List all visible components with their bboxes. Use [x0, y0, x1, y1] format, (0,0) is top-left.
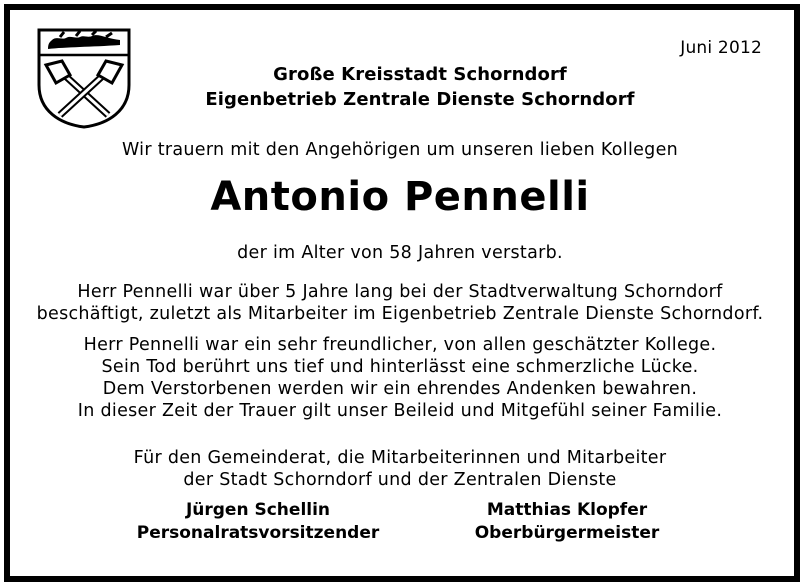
signatory-name: Matthias Klopfer [486, 500, 648, 520]
paragraph-line: Herr Pennelli war ein sehr freundlicher, von allen geschätzter Kollege. [83, 335, 717, 355]
notice-date: Juni 2012 [680, 38, 762, 58]
paragraph-line: In dieser Zeit der Trauer gilt unser Beileid und Mitgefühl seiner Familie. [77, 401, 723, 421]
signatures [0, 500, 800, 550]
coat-of-arms-icon [36, 27, 132, 130]
paragraph-line: Herr Pennelli war über 5 Jahre lang bei der Stadtverwaltung Schorndorf [77, 282, 723, 302]
paragraph-line: Dem Verstorbenen werden wir ein ehrendes Andenken bewahren. [102, 379, 698, 399]
paragraph-line: Für den Gemeinderat, die Mitarbeiterinnen und Mitarbeiter [133, 448, 667, 468]
age-line: der im Alter von 58 Jahren verstarb. [237, 243, 563, 263]
paragraph-line: der Stadt Schorndorf und der Zentralen Dienste [183, 470, 617, 490]
signatory-role: Personalratsvorsitzender [136, 523, 380, 543]
deceased-name: Antonio Pennelli [210, 174, 590, 220]
signatory-role: Oberbürgermeister [474, 523, 660, 543]
paragraph-line: beschäftigt, zuletzt als Mitarbeiter im Eigenbetrieb Zentrale Dienste Schorndorf. [36, 304, 764, 324]
signatory-name: Jürgen Schellin [185, 500, 331, 520]
organization-name: Große Kreisstadt Schorndorf [273, 64, 567, 85]
paragraph-line: Sein Tod berührt uns tief und hinterlässt eine schmerzliche Lücke. [101, 357, 699, 377]
mourning-intro: Wir trauern mit den Angehörigen um unseren lieben Kollegen [121, 140, 679, 160]
organization-department: Eigenbetrieb Zentrale Dienste Schorndorf [205, 89, 635, 110]
